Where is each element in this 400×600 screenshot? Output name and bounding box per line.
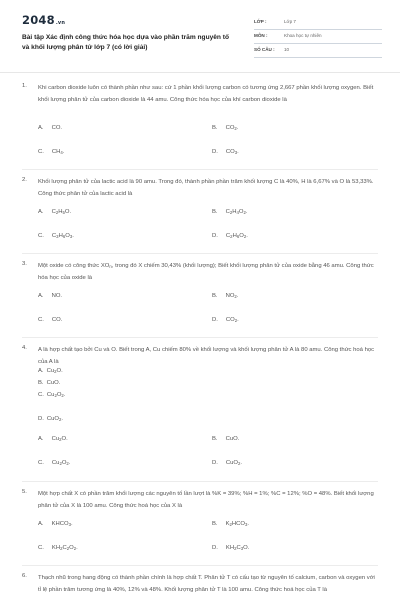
question-number: 6. <box>22 573 27 579</box>
subject-label: MÔN : <box>254 33 268 38</box>
option-c[interactable] <box>38 545 78 551</box>
worksheet-title: Bài tập Xác định công thức hóa học dựa vào phần trăm nguyên tố và khối lượng phân tử lớp 7 (có lời giải) <box>22 34 230 51</box>
question-text: Một hợp chất X có phần trăm khối lượng các nguyên tố lần lượt là %K = 39%; %H = 1%; %C = 12%; %O = 48%. Biết khối lượng phân tử của X là 100 amu. Công thức hoá học của X là <box>38 491 374 509</box>
option-d[interactable] <box>212 149 239 155</box>
question-text: Khối lượng phân tử của lactic acid là 90 amu. Trong đó, thành phần phần trăm khối lượng C là 40%, H là 6,67% và O là 53,33%. Công thức phân tử của lactic acid là <box>38 179 374 197</box>
option-formula: $CH_4$. <box>51 149 65 155</box>
option-formula: $CO_3$. <box>225 149 239 155</box>
option-formula: CuO. <box>46 380 61 386</box>
option-a[interactable] <box>38 125 62 131</box>
question-number: 4. <box>22 345 27 351</box>
question-divider <box>22 481 378 482</box>
question-divider <box>22 565 378 566</box>
option-a[interactable] <box>38 436 68 442</box>
option-letter: D. <box>212 460 218 466</box>
option-formula: CO. <box>51 317 63 323</box>
option-formula: $KH_2C_3O$. <box>225 545 250 551</box>
option-letter: A. <box>38 293 44 299</box>
option-c[interactable] <box>38 317 62 323</box>
option-letter: B. <box>212 521 218 527</box>
question-number: 2. <box>22 177 27 183</box>
option-b[interactable] <box>212 436 239 442</box>
option-c[interactable] <box>38 233 74 239</box>
page-header <box>0 0 400 68</box>
option-formula: $C_3H_6O_3$. <box>51 233 74 239</box>
option-a[interactable] <box>38 209 71 215</box>
option-formula: $K_2HCO_3$. <box>225 521 250 527</box>
option-a[interactable] <box>38 521 73 527</box>
option-letter: A. <box>38 125 44 131</box>
question-divider <box>22 169 378 170</box>
option-d[interactable] <box>212 233 248 239</box>
class-value: Lớp 7 <box>284 19 296 24</box>
option-letter: C. <box>38 317 44 323</box>
option-letter: A. <box>38 521 44 527</box>
option-letter: C. <box>38 460 44 466</box>
logo-suffix: .vn <box>55 20 66 26</box>
inline-option-b <box>38 380 60 386</box>
question-number: 5. <box>22 489 27 495</box>
option-c[interactable] <box>38 460 70 466</box>
option-formula: $Cu_2O$. <box>51 436 68 442</box>
option-b[interactable] <box>212 209 248 215</box>
option-formula: $Cu_2O$. <box>46 368 63 374</box>
header-divider <box>0 72 400 73</box>
meta-row-count <box>254 44 382 58</box>
option-letter: D. <box>38 416 44 422</box>
subject-value: Khoa học tự nhiên <box>284 33 322 38</box>
option-formula: $KH_2C_2O_2$. <box>51 545 78 551</box>
option-letter: B. <box>212 436 218 442</box>
option-formula: CO. <box>51 125 63 131</box>
option-formula: $NO_2$. <box>225 293 239 299</box>
option-formula: $Cu_2O_2$. <box>51 460 71 466</box>
option-formula: $C_2H_5O$. <box>51 209 72 215</box>
option-b[interactable] <box>212 293 238 299</box>
inline-option-a <box>38 368 63 374</box>
option-a[interactable] <box>38 293 62 299</box>
question-divider <box>22 253 378 254</box>
option-letter: A. <box>38 209 44 215</box>
meta-table <box>254 16 382 58</box>
question-number: 3. <box>22 261 27 267</box>
option-formula: CuO$_2$. <box>225 460 243 466</box>
option-formula: $CO_2$. <box>225 125 239 131</box>
option-d[interactable] <box>212 317 239 323</box>
question-text: A là hợp chất tạo bởi Cu và O. Biết trong A, Cu chiếm 80% về khối lượng và khối lượng phân tử A là 80 amu. Công thức hoá học của A là <box>38 347 375 365</box>
option-c[interactable] <box>38 149 64 155</box>
question-text: Thạch nhũ trong hang động có thành phần chính là hợp chất T. Phân tử T có cấu tạo từ nguyên tố calcium, carbon và oxygen với tỉ lệ phần trăm tương ứng là 40%, 12% và 48%. Khối lượng phân tử T là 100 amu. Công thức hoá học của T là <box>38 575 375 593</box>
logo-main: 2048 <box>22 13 55 27</box>
option-letter: C. <box>38 233 44 239</box>
meta-row-class <box>254 16 382 30</box>
option-letter: D. <box>212 317 218 323</box>
option-formula: NO. <box>51 293 63 299</box>
question-divider <box>22 337 378 338</box>
option-b[interactable] <box>212 125 238 131</box>
option-letter: B. <box>212 125 218 131</box>
option-letter: B. <box>212 293 218 299</box>
option-formula: $CO_2$. <box>225 317 239 323</box>
option-formula: $C_2H_6O_2$. <box>225 233 248 239</box>
option-d[interactable] <box>212 545 249 551</box>
option-formula: $KHCO_3$. <box>51 521 73 527</box>
option-letter: A. <box>38 368 44 374</box>
inline-option-c <box>38 392 65 398</box>
option-b[interactable] <box>212 521 249 527</box>
option-letter: A. <box>38 436 44 442</box>
count-value: 10 <box>284 47 290 52</box>
option-letter: D. <box>212 233 218 239</box>
option-letter: D. <box>212 149 218 155</box>
option-formula: $Cu_2O_2$. <box>46 392 66 398</box>
option-letter: B. <box>38 380 44 386</box>
question-text: Một oxide có công thức $XO_n$, trong đó X chiếm 30,43% (khối lượng); Biết khối lượng phân tử của oxide bằng 46 amu. Công thức hóa học của oxide là <box>38 263 374 281</box>
option-letter: B. <box>212 209 218 215</box>
option-letter: C. <box>38 149 44 155</box>
option-formula: CuO$_2$. <box>46 416 64 422</box>
question-text: Khi carbon dioxide luôn có thành phần như sau: cứ 1 phần khối lượng carbon có tương ứng 2,667 phần khối lượng oxygen. Biết khối lượng phân tử của carbon dioxide là 44 amu. Công thức hóa học của khí carbon dioxide là <box>38 85 374 103</box>
inline-option-d <box>38 416 63 422</box>
option-formula: CuO. <box>225 436 240 442</box>
option-letter: C. <box>38 392 44 398</box>
meta-row-subject <box>254 30 382 44</box>
class-label: LỚP : <box>254 19 267 24</box>
option-formula: $C_2H_4O_2$. <box>225 209 248 215</box>
option-letter: C. <box>38 545 44 551</box>
option-d[interactable] <box>212 460 242 466</box>
site-logo[interactable] <box>22 13 65 27</box>
question-number: 1. <box>22 83 27 89</box>
count-label: SỐ CÂU : <box>254 47 275 52</box>
option-letter: D. <box>212 545 218 551</box>
